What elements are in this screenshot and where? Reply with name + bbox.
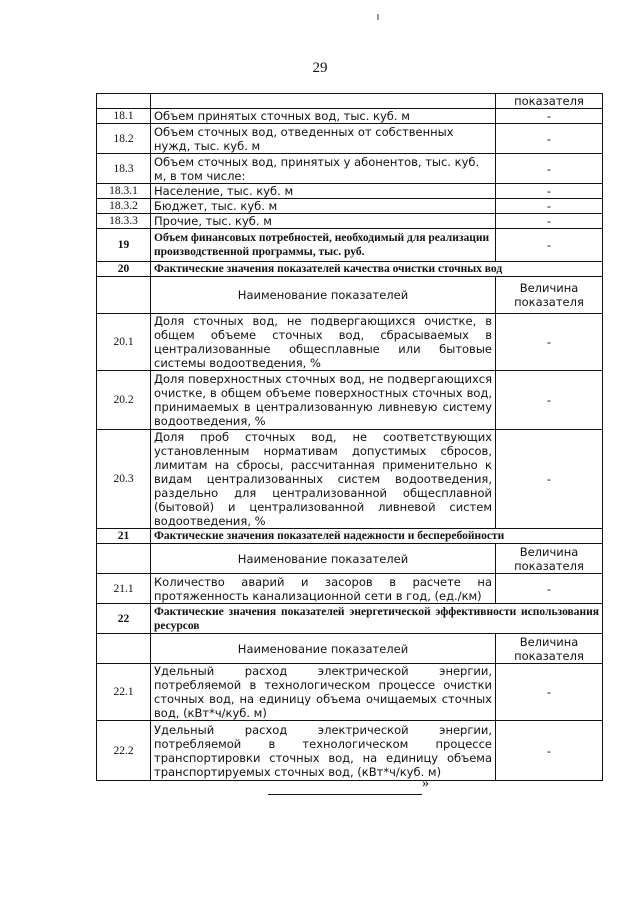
row-text [151, 94, 496, 109]
header-value: Величина показателя [496, 277, 603, 314]
row-value: - [496, 721, 603, 781]
section-header-row [97, 262, 603, 277]
row-value: - [496, 371, 603, 430]
row-value: - [496, 314, 603, 371]
column-header-row [97, 277, 603, 314]
empty-cell [97, 277, 151, 314]
row-number [97, 94, 151, 109]
row-text: Объем сточных вод, принятых у абонентов, тыс. куб. м, в том числе: [151, 154, 496, 184]
row-value: - [496, 214, 603, 229]
row-value: - [496, 199, 603, 214]
row-text: Бюджет, тыс. куб. м [151, 199, 496, 214]
table-row [97, 124, 603, 154]
section-header-row [97, 604, 603, 634]
row-text: Объем финансовых потребностей, необходимый для реализации производственной программы, тыс. руб. [151, 229, 496, 262]
row-number: 20.1 [97, 314, 151, 371]
header-name: Наименование показателей [151, 277, 496, 314]
section-title: Фактические значения показателей качества очистки сточных вод [151, 262, 603, 277]
section-header-row [97, 529, 603, 544]
row-number: 21.1 [97, 574, 151, 604]
table-row [97, 664, 603, 721]
table-row [97, 229, 603, 262]
row-value: - [496, 109, 603, 124]
table-row [97, 154, 603, 184]
table-row [97, 371, 603, 430]
table-row [97, 574, 603, 604]
row-value: показателя [496, 94, 603, 109]
row-number: 19 [97, 229, 151, 262]
column-header-row [97, 544, 603, 574]
scan-dot [377, 14, 379, 20]
table-row [97, 214, 603, 229]
section-number: 22 [97, 604, 151, 634]
closing-quote: » [422, 776, 429, 791]
indicators-table [96, 93, 603, 781]
row-text: Прочие, тыс. куб. м [151, 214, 496, 229]
row-number: 20.3 [97, 430, 151, 529]
row-number: 18.3.1 [97, 184, 151, 199]
row-value: - [496, 574, 603, 604]
row-text: Количество аварий и засоров в расчете на протяженность канализационной сети в год, (ед./км) [151, 574, 496, 604]
section-title: Фактические значения показателей надежности и бесперебойности [151, 529, 603, 544]
row-number: 20.2 [97, 371, 151, 430]
row-number: 18.3.3 [97, 214, 151, 229]
row-number: 18.3 [97, 154, 151, 184]
row-text: Удельный расход электрической энергии, потребляемой в технологическом процессе очистки сточных вод, на единицу объема очищаемых сточных вод, (кВт*ч/куб. м) [151, 664, 496, 721]
row-value: - [496, 184, 603, 199]
table-row [97, 109, 603, 124]
row-number: 18.1 [97, 109, 151, 124]
row-number: 18.3.2 [97, 199, 151, 214]
section-number: 20 [97, 262, 151, 277]
table-row [97, 199, 603, 214]
closing-underline [268, 780, 422, 795]
row-value: - [496, 154, 603, 184]
row-value: - [496, 664, 603, 721]
row-value: - [496, 229, 603, 262]
column-header-row [97, 634, 603, 664]
table-row [97, 94, 603, 109]
row-number: 22.1 [97, 664, 151, 721]
header-value: Величина показателя [496, 634, 603, 664]
row-value: - [496, 430, 603, 529]
header-name: Наименование показателей [151, 544, 496, 574]
header-value: Величина показателя [496, 544, 603, 574]
row-text: Объем принятых сточных вод, тыс. куб. м [151, 109, 496, 124]
row-number: 18.2 [97, 124, 151, 154]
row-text: Доля поверхностных сточных вод, не подвергающихся очистке, в общем объеме поверхностных сточных вод, принимаемых в централизованную ливневую систему водоотведения, % [151, 371, 496, 430]
section-number: 21 [97, 529, 151, 544]
row-text: Доля проб сточных вод, не соответствующих установленным нормативам допустимых сбросов, лимитам на сбросы, рассчитанная применительно к видам централизованных систем водоотведения, раздельно для централизованной общесплавной (бытовой) и централизованной ливневой систем водоотведения, % [151, 430, 496, 529]
row-value: - [496, 124, 603, 154]
empty-cell [97, 634, 151, 664]
row-text: Население, тыс. куб. м [151, 184, 496, 199]
row-number: 22.2 [97, 721, 151, 781]
row-text: Объем сточных вод, отведенных от собственных нужд, тыс. куб. м [151, 124, 496, 154]
section-title: Фактические значения показателей энергетической эффективности использования ресурсов [151, 604, 603, 634]
table-row [97, 430, 603, 529]
empty-cell [97, 544, 151, 574]
row-text: Удельный расход электрической энергии, потребляемой в технологическом процессе транспортировки сточных вод, на единицу объема транспортируемых сточных вод, (кВт*ч/куб. м) [151, 721, 496, 781]
row-text: Доля сточных вод, не подвергающихся очистке, в общем объеме сточных вод, сбрасываемых в централизованные общесплавные или бытовые системы водоотведения, % [151, 314, 496, 371]
header-name: Наименование показателей [151, 634, 496, 664]
page-number: 29 [312, 60, 328, 76]
table-row [97, 184, 603, 199]
table-row [97, 721, 603, 781]
table-row [97, 314, 603, 371]
